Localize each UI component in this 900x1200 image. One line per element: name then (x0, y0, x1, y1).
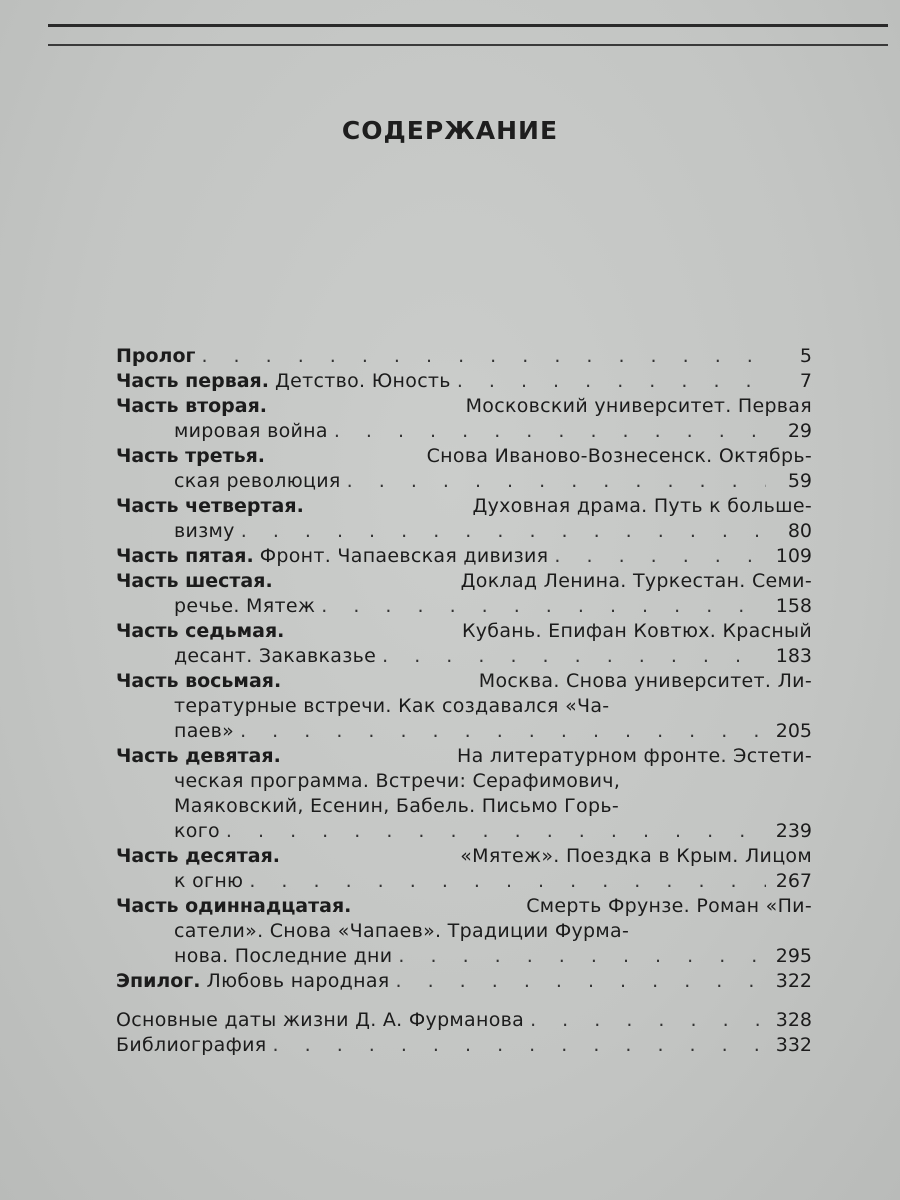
toc-entry-label: Часть восьмая. (116, 670, 282, 692)
leader-dots (398, 944, 766, 969)
leader-dots (457, 369, 766, 394)
toc-entry-text: десант. Закавказье (174, 645, 377, 667)
toc-entry-text: Духовная драма. Путь к больше- (472, 495, 812, 517)
toc-page-number: 205 (775, 720, 812, 742)
toc-entry-text: кого (174, 820, 220, 842)
toc-entry (116, 444, 812, 494)
toc-entry-text: Любовь народная (206, 970, 390, 992)
toc-entry-line (116, 544, 812, 569)
toc-entry-text: тературные встречи. Как создавался «Ча- (174, 695, 610, 717)
appendix-entry-text: Библиография (116, 1034, 267, 1056)
leader-dots (554, 544, 766, 569)
appendix-page-number: 328 (775, 1009, 812, 1031)
toc-entry (116, 669, 812, 744)
toc-page-number: 239 (775, 820, 812, 842)
toc-entry-text: Маяковский, Есенин, Бабель. Письмо Горь- (174, 795, 619, 817)
appendix-entry-text: Основные даты жизни Д. А. Фурманова (116, 1009, 525, 1031)
toc-page-number: 109 (775, 545, 812, 567)
toc-entry (116, 369, 812, 394)
toc-entry-text: ская революция (174, 470, 341, 492)
toc-entry (116, 494, 812, 544)
toc-page-number: 80 (787, 520, 812, 542)
toc-entry-line (116, 394, 812, 419)
leader-dots (396, 969, 767, 994)
toc-page-number: 322 (775, 970, 812, 992)
toc-entry-label: Часть вторая. (116, 395, 268, 417)
toc-entry-line (116, 919, 812, 944)
toc-entry (116, 619, 812, 669)
toc-entry-label: Часть четвертая. (116, 495, 304, 517)
leader-dots (241, 519, 766, 544)
toc-entry-text: сатели». Снова «Чапаев». Традиции Фурма- (174, 920, 630, 942)
toc-entry-text: Москва. Снова университет. Ли- (478, 670, 812, 692)
appendix-entry (116, 1033, 812, 1058)
toc-entry-line (116, 844, 812, 869)
toc-entry-line (116, 869, 812, 894)
toc-entry-label: Эпилог. (116, 970, 201, 992)
toc-entry-line (116, 969, 812, 994)
toc-entry-text: нова. Последние дни (174, 945, 393, 967)
toc-entry-line (116, 619, 812, 644)
toc-entry-line (116, 569, 812, 594)
leader-dots (249, 869, 766, 894)
leader-dots (334, 419, 766, 444)
leader-dots (273, 1033, 766, 1058)
toc-entry (116, 394, 812, 444)
toc-entry-line (116, 944, 812, 969)
toc-entry (116, 344, 812, 369)
toc-entry-line (116, 644, 812, 669)
toc-entry-label: Часть десятая. (116, 845, 281, 867)
leader-dots (382, 644, 766, 669)
toc-entry (116, 744, 812, 844)
appendix-page-number: 332 (775, 1034, 812, 1056)
toc-page-number: 5 (799, 345, 812, 367)
toc-entry-text: «Мятеж». Поездка в Крым. Лицом (460, 845, 812, 867)
toc-entry-line (116, 519, 812, 544)
toc-entry-text: мировая война (174, 420, 328, 442)
section-gap (116, 994, 812, 1008)
toc-page-number: 295 (775, 945, 812, 967)
toc-entry-label: Часть первая. (116, 370, 269, 392)
toc-page-number: 183 (775, 645, 812, 667)
toc-entry-line (116, 894, 812, 919)
toc-entry-label: Пролог (116, 345, 196, 367)
toc-entry-label: Часть третья. (116, 445, 266, 467)
leader-dots (226, 819, 766, 844)
page-title: СОДЕРЖАНИЕ (341, 116, 559, 145)
toc-entry-line (116, 794, 812, 819)
toc-entry-line (116, 694, 812, 719)
leader-dots (321, 594, 766, 619)
toc-entry-text: Снова Иваново-Вознесенск. Октябрь- (426, 445, 812, 467)
toc-entry-text: Кубань. Епифан Ковтюх. Красный (461, 620, 812, 642)
toc-entry-text: визму (174, 520, 235, 542)
leader-dots (240, 719, 766, 744)
table-of-contents (116, 344, 812, 1058)
toc-entry (116, 969, 812, 994)
toc-entry-text: Детство. Юность (275, 370, 451, 392)
toc-page-number: 7 (799, 370, 812, 392)
toc-entry-text: паев» (174, 720, 235, 742)
toc-entry (116, 894, 812, 969)
toc-entry-text: Доклад Ленина. Туркестан. Семи- (460, 570, 812, 592)
toc-entry-line (116, 369, 812, 394)
toc-entry-text: ческая программа. Встречи: Серафимович, (174, 770, 621, 792)
toc-entry-label: Часть седьмая. (116, 620, 285, 642)
toc-entry (116, 544, 812, 569)
appendix-entry (116, 1008, 812, 1033)
leader-dots (530, 1008, 766, 1033)
toc-entry-line (116, 344, 812, 369)
toc-entry-label: Часть шестая. (116, 570, 273, 592)
toc-page-number: 158 (775, 595, 812, 617)
toc-entry-line (116, 419, 812, 444)
toc-entry-label: Часть одиннадцатая. (116, 895, 352, 917)
top-rule (48, 24, 888, 27)
toc-entry-line (116, 719, 812, 744)
toc-entry-label: Часть пятая. (116, 545, 254, 567)
toc-entry-line (116, 444, 812, 469)
toc-page-number: 59 (787, 470, 812, 492)
toc-page-number: 267 (775, 870, 812, 892)
toc-entry-text: Фронт. Чапаевская дивизия (259, 545, 549, 567)
leader-dots (201, 344, 766, 369)
toc-entry-text: Московский университет. Первая (465, 395, 812, 417)
toc-entry-line (116, 669, 812, 694)
toc-entry-text: речье. Мятеж (174, 595, 316, 617)
toc-entry-line (116, 469, 812, 494)
toc-entry (116, 569, 812, 619)
toc-entry-label: Часть девятая. (116, 745, 281, 767)
toc-page-number: 29 (787, 420, 812, 442)
leader-dots (347, 469, 766, 494)
toc-entry-line (116, 494, 812, 519)
toc-entry-line (116, 744, 812, 769)
toc-entry-line (116, 594, 812, 619)
toc-entry-text: к огню (174, 870, 244, 892)
toc-entry-line (116, 769, 812, 794)
top-rule-secondary (48, 44, 888, 46)
toc-entry-text: Смерть Фрунзе. Роман «Пи- (526, 895, 812, 917)
toc-entry-text: На литературном фронте. Эстети- (457, 745, 812, 767)
toc-entry (116, 844, 812, 894)
toc-entry-line (116, 819, 812, 844)
